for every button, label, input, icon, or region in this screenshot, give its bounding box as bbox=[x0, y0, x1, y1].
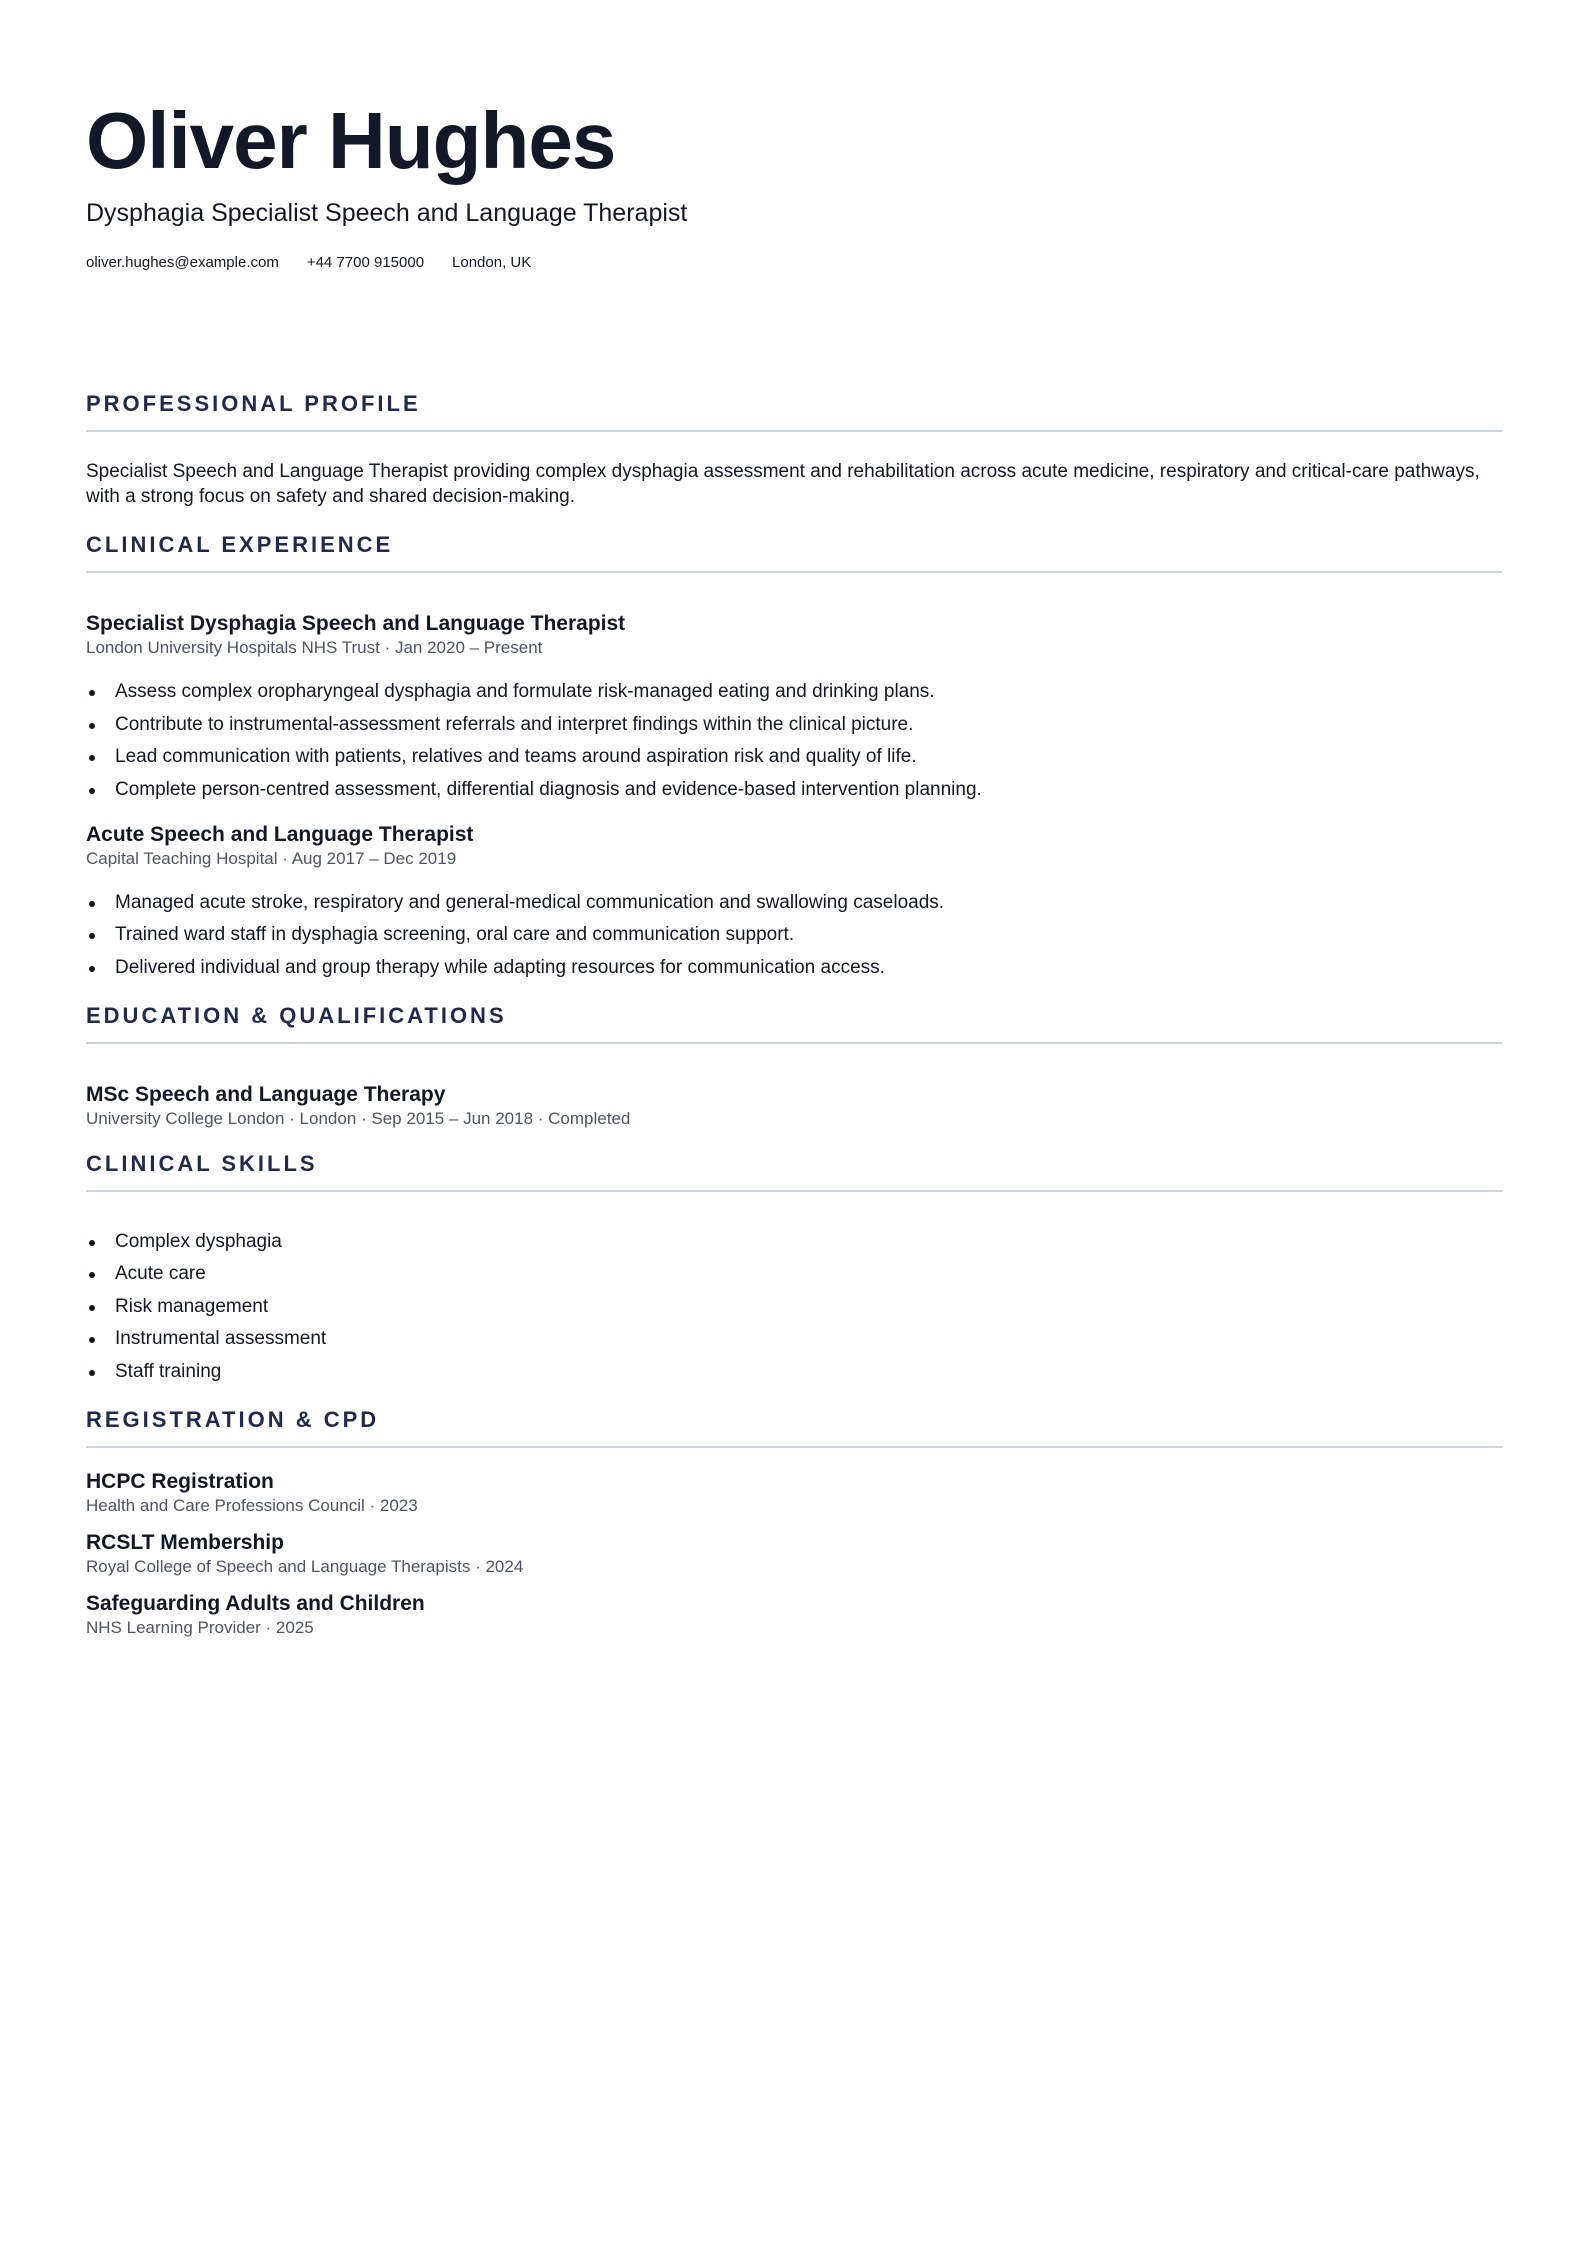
section-divider bbox=[86, 1190, 1502, 1192]
certification-entry bbox=[86, 1591, 1502, 1639]
contact-phone[interactable]: +44 7700 915000 bbox=[306, 254, 425, 271]
list-item: Assess complex oropharyngeal dysphagia and formulate risk-managed eating and drinking plans. bbox=[86, 679, 1502, 704]
section-heading: EDUCATION & QUALIFICATIONS bbox=[86, 1002, 507, 1028]
list-item: Complete person-centred assessment, differential diagnosis and evidence-based intervention planning. bbox=[86, 777, 1502, 802]
list-item: Managed acute stroke, respiratory and general-medical communication and swallowing caseloads. bbox=[86, 890, 1502, 915]
list-item: Contribute to instrumental-assessment referrals and interpret findings within the clinical picture. bbox=[86, 712, 1502, 737]
profile-section bbox=[86, 390, 1502, 509]
job-entry bbox=[86, 611, 1502, 802]
registration-section bbox=[86, 1406, 1502, 1639]
candidate-name: Oliver Hughes bbox=[86, 96, 616, 185]
contact-info bbox=[86, 253, 1502, 273]
list-item: Staff training bbox=[86, 1359, 1502, 1384]
list-item: Lead communication with patients, relatives and teams around aspiration risk and quality of life. bbox=[86, 744, 1502, 769]
resume-header bbox=[86, 95, 1502, 273]
profile-summary: Specialist Speech and Language Therapist providing complex dysphagia assessment and rehabilitation across acute medicine, respiratory and critical-care pathways, with a strong focus on safety and shared decision-making. bbox=[86, 461, 1480, 507]
contact-location: London, UK bbox=[452, 254, 532, 271]
certification-title: HCPC Registration bbox=[86, 1469, 274, 1493]
certification-title: Safeguarding Adults and Children bbox=[86, 1591, 425, 1615]
section-divider bbox=[86, 1042, 1502, 1044]
degree-title: MSc Speech and Language Therapy bbox=[86, 1082, 446, 1106]
job-title: Specialist Dysphagia Speech and Language Therapist bbox=[86, 612, 626, 635]
degree-meta: University College London · London · Sep 2015 – Jun 2018 · Completed bbox=[86, 1108, 631, 1128]
section-divider bbox=[86, 430, 1502, 432]
contact-email[interactable]: oliver.hughes@example.com bbox=[86, 254, 279, 271]
job-title: Acute Speech and Language Therapist bbox=[86, 822, 474, 846]
list-item: Instrumental assessment bbox=[86, 1326, 1502, 1351]
education-entry bbox=[86, 1082, 1502, 1130]
job-duties-list bbox=[86, 679, 1502, 802]
certification-entry bbox=[86, 1469, 1502, 1517]
experience-section bbox=[86, 531, 1502, 980]
job-meta: Capital Teaching Hospital · Aug 2017 – Dec 2019 bbox=[86, 848, 457, 868]
candidate-title: Dysphagia Specialist Speech and Language Therapist bbox=[86, 199, 688, 227]
list-item: Complex dysphagia bbox=[86, 1229, 1502, 1254]
job-duties-list bbox=[86, 890, 1502, 980]
section-heading: CLINICAL EXPERIENCE bbox=[86, 532, 394, 557]
list-item: Trained ward staff in dysphagia screening, oral care and communication support. bbox=[86, 922, 1502, 947]
job-meta: London University Hospitals NHS Trust · Jan 2020 – Present bbox=[86, 638, 543, 657]
certification-meta: Health and Care Professions Council · 2023 bbox=[86, 1495, 418, 1515]
section-heading: REGISTRATION & CPD bbox=[86, 1406, 380, 1432]
education-section bbox=[86, 1002, 1502, 1130]
certification-meta: NHS Learning Provider · 2025 bbox=[86, 1617, 314, 1637]
section-heading: CLINICAL SKILLS bbox=[86, 1150, 318, 1176]
certification-meta: Royal College of Speech and Language Therapists · 2024 bbox=[86, 1556, 524, 1576]
section-heading: PROFESSIONAL PROFILE bbox=[86, 391, 421, 416]
skills-list bbox=[86, 1229, 1502, 1384]
list-item: Risk management bbox=[86, 1294, 1502, 1319]
job-entry bbox=[86, 822, 1502, 980]
skills-section bbox=[86, 1150, 1502, 1384]
list-item: Delivered individual and group therapy while adapting resources for communication access. bbox=[86, 955, 1502, 980]
certification-entry bbox=[86, 1530, 1502, 1578]
section-divider bbox=[86, 1446, 1502, 1448]
list-item: Acute care bbox=[86, 1261, 1502, 1286]
certification-title: RCSLT Membership bbox=[86, 1530, 284, 1554]
section-divider bbox=[86, 571, 1502, 573]
